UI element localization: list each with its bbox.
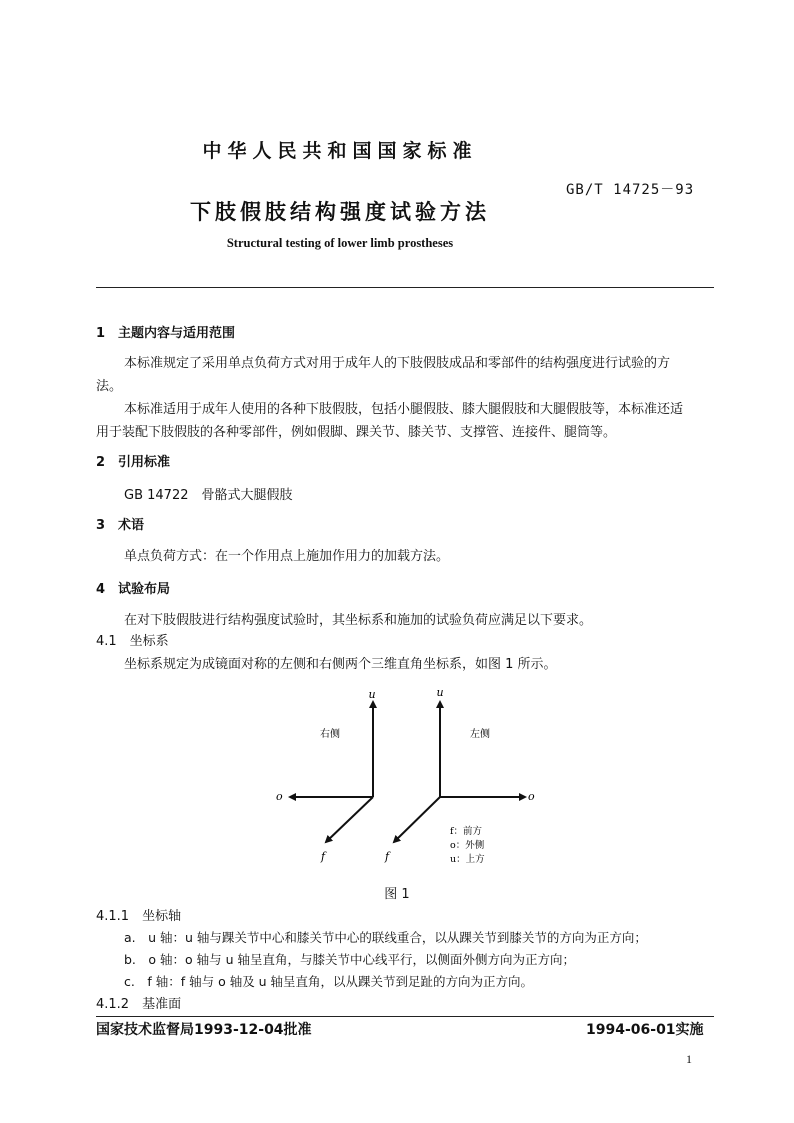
- footer-divider: [96, 1016, 714, 1017]
- left-side-label: 左侧: [470, 729, 490, 740]
- section-4-intro: 在对下肢假肢进行结构强度试验时，其坐标系和施加的试验负荷应满足以下要求。: [124, 613, 593, 628]
- legend-u: u：上方: [450, 854, 485, 865]
- left-system-o-label: o: [528, 790, 535, 803]
- axis-definition-a: a. u 轴：u 轴与踝关节中心和膝关节中心的联线重合，以从踝关节到膝关节的方向为正方向；: [124, 930, 647, 945]
- section-4-1-text: 坐标系规定为成镜面对称的左侧和右侧两个三维直角坐标系，如图 1 所示。: [124, 657, 557, 672]
- right-system-o-label: o: [276, 790, 283, 803]
- section-4-1-heading: 4.1 坐标系: [96, 634, 169, 649]
- implementation-date: 1994-06-01实施: [586, 1022, 704, 1038]
- right-system-f-axis: [326, 797, 373, 842]
- section-3-heading: 3 术语: [96, 518, 145, 533]
- national-standard-heading: 中华人民共和国国家标准: [202, 140, 478, 162]
- section-1-heading: 1 主题内容与适用范围: [96, 326, 236, 341]
- document-title: 下肢假肢结构强度试验方法: [190, 200, 490, 224]
- section-2-heading: 2 引用标准: [96, 455, 171, 470]
- section-3-definition: 单点负荷方式：在一个作用点上施加作用力的加载方法。: [124, 549, 450, 564]
- right-system-u-label: u: [368, 688, 376, 701]
- section-1-paragraph-2-line-2: 用于装配下肢假肢的各种零部件，例如假脚、踝关节、膝关节、支撑管、连接件、腿筒等。: [96, 425, 617, 440]
- section-1-paragraph-1-line-2: 法。: [96, 379, 123, 394]
- header-divider: [96, 287, 714, 288]
- figure-1-caption: 图 1: [384, 887, 410, 902]
- section-4-1-2-heading: 4.1.2 基准面: [96, 997, 182, 1012]
- axis-definition-b: b. o 轴：o 轴与 u 轴呈直角，与膝关节中心线平行，以侧面外侧方向为正方向；: [124, 952, 576, 967]
- section-1-paragraph-2-line-1: 本标准适用于成年人使用的各种下肢假肢，包括小腿假肢、膝大腿假肢和大腿假肢等，本标准还适: [124, 402, 684, 417]
- page-number: 1: [686, 1052, 692, 1066]
- right-side-label: 右侧: [320, 729, 340, 740]
- section-4-1-1-heading: 4.1.1 坐标轴: [96, 909, 182, 924]
- document-title-english: Structural testing of lower limb prostheses: [226, 236, 454, 250]
- left-system-u-label: u: [436, 686, 444, 699]
- approval-date: 国家技术监督局1993-12-04批准: [96, 1022, 312, 1038]
- standard-number: GB/T 14725－93: [566, 182, 695, 198]
- legend-o: o：外侧: [450, 840, 485, 851]
- axis-definition-c: c. f 轴：f 轴与 o 轴及 u 轴呈直角，以从踝关节到足趾的方向为正方向。: [124, 974, 534, 989]
- legend-f: f：前方: [450, 826, 483, 837]
- right-system-f-label: f: [321, 850, 326, 863]
- left-system-f-label: f: [385, 850, 390, 863]
- section-2-reference: GB 14722 骨骼式大腿假肢: [124, 488, 293, 503]
- left-system-f-axis: [394, 797, 440, 842]
- section-4-heading: 4 试验布局: [96, 582, 171, 597]
- figure-1-coordinate-systems: [260, 680, 560, 880]
- section-1-paragraph-1-line-1: 本标准规定了采用单点负荷方式对用于成年人的下肢假肢成品和零部件的结构强度进行试验的方: [124, 356, 671, 371]
